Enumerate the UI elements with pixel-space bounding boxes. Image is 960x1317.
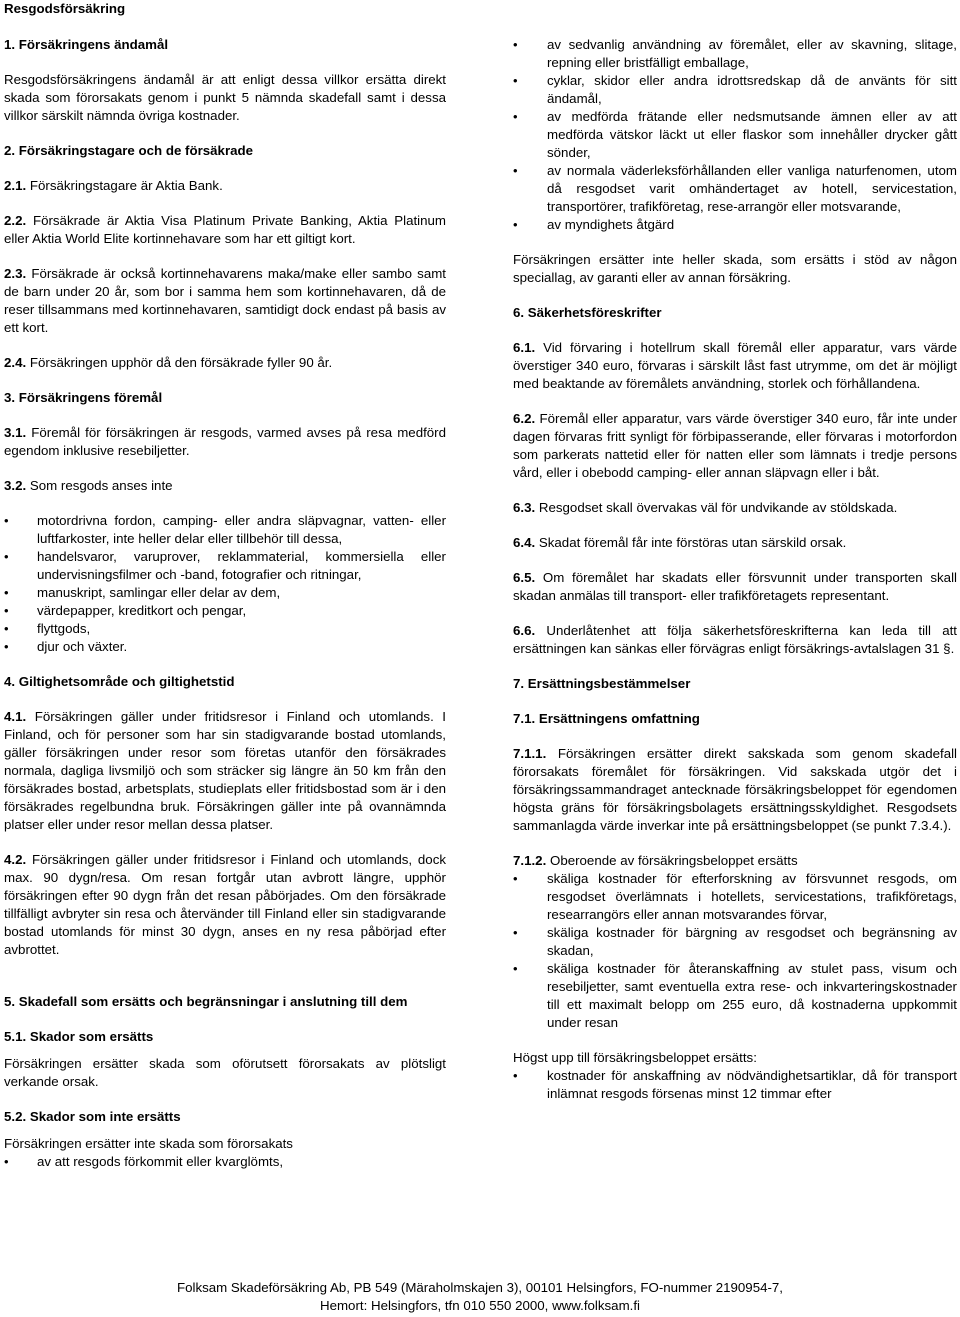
section-6-2-number: 6.2.	[513, 411, 536, 426]
section-6-5-number: 6.5.	[513, 570, 536, 585]
section-5-1-text: Försäkringen ersätter skada som oförutsett förorsakats av plötsligt verkande orsak.	[4, 1056, 446, 1089]
section-6-2	[513, 410, 957, 482]
list-item: • av medförda frätande eller nedsmutsande ämnen eller av att medförda vätskor läckt ut eller flaskor som innehåller drycker gått sönder,	[513, 108, 957, 162]
list-item: • av normala väderleksförhållanden eller vanliga naturfenomen, utom då resgodset varit omhändertaget av hotell, servicestation, transportörer, trafikföretag, rese-arrangör eller motsvarande,	[513, 162, 957, 216]
section-5-2-text: Försäkringen ersätter inte skada som förorsakats	[4, 1136, 293, 1151]
section-6-1-number: 6.1.	[513, 340, 536, 355]
section-7-1-1-text: Försäkringen ersätter direkt sakskada som genom skadefall förorsakats föremålet för försäkringen. Vid sakskada utgör det i försäkringssammandraget antecknade försäkringsbeloppet för egendomen högsta gräns för försäkringsbolagets ersättningsskyldighet. Resgodsets sammanlagda värde inverkar inte på ersättningsbeloppet (se punkt 7.3.4.).	[513, 746, 957, 833]
footer-line-2: Hemort: Helsingfors, tfn 010 550 2000, www.folksam.fi	[319, 1298, 640, 1313]
section-6-1-text: Vid förvaring i hotellrum skall föremål eller apparatur, vars värde överstiger 340 euro, förvaras i särskilt låst fast utrymme, om det är möjligt med beaktande av föremålets användning, storlek och förhållandena.	[513, 340, 957, 391]
section-6-6-text: Underlåtenhet att följa säkerhetsföreskrifterna kan leda till att ersättningen kan sänkas eller förvägras enligt försäkrings-avtalslagen 31 §.	[513, 623, 957, 656]
section-6-4-number: 6.4.	[513, 535, 536, 550]
section-4-2-number: 4.2.	[4, 852, 27, 867]
non-covered-list-continued	[513, 36, 957, 234]
list-item: • motordrivna fordon, camping- eller andra släpvagnar, vatten- eller luftfarkoster, inte heller delar eller tillbehör till dessa,	[4, 512, 446, 548]
section-6-3	[513, 499, 957, 517]
section-2-3-text: Försäkrade är också kortinnehavarens maka/make eller sambo samt de barn under 20 år, som bor i samma hem som kortinnehavaren, då de reser tillsammans med kortinnehavaren, samtidigt dock endast på basis av ett kort.	[4, 266, 446, 335]
section-3-1-number: 3.1.	[4, 425, 27, 440]
section-2-1-number: 2.1.	[4, 178, 27, 193]
section-5-1-heading: 5.1. Skador som ersätts	[4, 1029, 154, 1044]
section-4-2-text: Försäkringen gäller under fritidsresor i Finland och utomlands, dock max. 90 dygn/resa. Om resan fortgår utan avbrott längre, upphör försäkringen efter 90 dygn från det resan påbörjades. Om den försäkrade tillfälligt avbryter sin resa och återvänder till Finland eller sin stadigvarande bostad utomlands för minst 30 dygn, anses en ny resa påbörjad efter avbrottet.	[4, 852, 446, 957]
section-2-2	[4, 212, 446, 248]
section-7-1-1-number: 7.1.1.	[513, 746, 547, 761]
section-2-2-number: 2.2.	[4, 213, 27, 228]
left-column	[4, 36, 446, 1188]
section-2-3	[4, 265, 446, 337]
section-3-2-text: Som resgods anses inte	[26, 478, 173, 493]
section-6-3-text: Resgodset skall övervakas väl för undvikande av stöldskada.	[535, 500, 898, 515]
footer-line-1: Folksam Skadeförsäkring Ab, PB 549 (Märaholmskajen 3), 00101 Helsingfors, FO-nummer 2190954-7,	[176, 1280, 784, 1295]
document-title: Resgodsförsäkring	[4, 1, 126, 16]
section-6-5	[513, 569, 957, 605]
section-3-heading: 3. Försäkringens föremål	[4, 390, 163, 405]
section-2-3-number: 2.3.	[4, 266, 27, 281]
section-6-6-number: 6.6.	[513, 623, 536, 638]
list-item: • flyttgods,	[4, 620, 446, 638]
max-amount-list	[513, 1067, 957, 1103]
list-item: • handelsvaror, varuprover, reklammaterial, kommersiella eller undervisningsfilmer och -band, fotografier och ritningar,	[4, 548, 446, 584]
list-item: • skäliga kostnader för bärgning av resgodset och begränsning av skadan,	[513, 924, 957, 960]
section-6-6	[513, 622, 957, 658]
section-7-1-1	[513, 745, 957, 835]
section-6-2-text: Föremål eller apparatur, vars värde överstiger 340 euro, får inte under dagen förvaras fritt synligt för förbipasserande, eller förvaras i motorfordon som parkerats nattetid eller för natten eller som lämnats i tredje persons vård, eller i obebodd camping- eller annan släpvagn eller i båt.	[513, 411, 957, 480]
list-item: • skäliga kostnader för efterforskning av försvunnet resgods, om resgodset överlämnats i hotellets, servicestations, trafikföretags, researrangörs eller annan motsvarandes förvar,	[513, 870, 957, 924]
section-6-4-text: Skadat föremål får inte förstöras utan särskild orsak.	[535, 535, 847, 550]
list-item: • av sedvanlig användning av föremålet, eller av skavning, slitage, repning eller bristfälligt emballage,	[513, 36, 957, 72]
list-item: • cyklar, skidor eller andra idrottsredskap då de använts för sitt ändamål,	[513, 72, 957, 108]
reimbursed-costs-list	[513, 870, 957, 1032]
section-4-heading: 4. Giltighetsområde och giltighetstid	[4, 674, 235, 689]
section-2-4-text: Försäkringen upphör då den försäkrade fyller 90 år.	[26, 355, 333, 370]
section-2-4-number: 2.4.	[4, 355, 27, 370]
section-7-1-2	[513, 852, 957, 870]
section-6-3-number: 6.3.	[513, 500, 536, 515]
list-item: • kostnader för anskaffning av nödvändighetsartiklar, då för transport inlämnat resgods försenas minst 12 timmar efter	[513, 1067, 957, 1103]
excluded-items-list	[4, 512, 446, 656]
section-4-1-number: 4.1.	[4, 709, 27, 724]
section-6-heading: 6. Säkerhetsföreskrifter	[513, 305, 662, 320]
section-3-1-text: Föremål för försäkringen är resgods, varmed avses på resa medförd egendom inklusive resebiljetter.	[4, 425, 446, 458]
footer	[0, 1279, 960, 1315]
section-1-heading: 1. Försäkringens ändamål	[4, 37, 169, 52]
section-3-2	[4, 477, 446, 495]
list-item: • manuskript, samlingar eller delar av dem,	[4, 584, 446, 602]
section-2-2-text: Försäkrade är Aktia Visa Platinum Private Banking, Aktia Platinum eller Aktia World Elite kortinnehavare som har ett giltigt kort.	[4, 213, 446, 246]
section-1-text: Resgodsförsäkringens ändamål är att enligt dessa villkor ersätta direkt skada som förorsakats genom i punkt 5 nämnda skadefall samt i dessa villkor särskilt nämnda övriga kostnader.	[4, 72, 446, 123]
section-5-heading: 5. Skadefall som ersätts och begränsningar i anslutning till dem	[4, 994, 408, 1009]
max-amount-text: Högst upp till försäkringsbeloppet ersätts:	[513, 1050, 757, 1065]
list-item: • värdepapper, kreditkort och pengar,	[4, 602, 446, 620]
section-2-heading: 2. Försäkringstagare och de försäkrade	[4, 143, 254, 158]
section-2-1-text: Försäkringstagare är Aktia Bank.	[26, 178, 223, 193]
list-item: • skäliga kostnader för återanskaffning av stulet pass, visum och resebiljetter, samt eventuella extra rese- och inkvarteringskostnader till ett maximalt belopp om 255 euro, då kostnaderna uppkommit under resan	[513, 960, 957, 1032]
list-item: • av att resgods förkommit eller kvarglömts,	[4, 1153, 446, 1171]
section-3-1	[4, 424, 446, 460]
section-2-1	[4, 177, 446, 195]
section-5-2-after: Försäkringen ersätter inte heller skada, som ersätts i stöd av någon speciallag, av garanti eller av annan försäkring.	[513, 252, 957, 285]
section-2-4	[4, 354, 446, 372]
section-7-1-2-text: Oberoende av försäkringsbeloppet ersätts	[546, 853, 798, 868]
section-4-1	[4, 708, 446, 834]
right-column	[513, 36, 957, 1120]
section-6-1	[513, 339, 957, 393]
section-4-1-text: Försäkringen gäller under fritidsresor i Finland och utomlands. I Finland, och för personer som har sin stadigvarande bostad utomlands, gäller försäkringen under resor som företas utanför den försäkrades normala, dagliga livsmiljö och som sträcker sig längre än 50 km från den försäkrades bostad, arbetsplats, studieplats eller fritidsbostad som är i den försäkrades regelbundna bruk. Försäkringen gäller inte på ovannämnda platser eller under resor mellan dessa platser.	[4, 709, 446, 832]
section-7-1-heading: 7.1. Ersättningens omfattning	[513, 711, 700, 726]
section-4-2	[4, 851, 446, 959]
list-item: • djur och växter.	[4, 638, 446, 656]
section-7-heading: 7. Ersättningsbestämmelser	[513, 676, 691, 691]
section-5-2-heading: 5.2. Skador som inte ersätts	[4, 1109, 181, 1124]
section-3-2-number: 3.2.	[4, 478, 27, 493]
section-6-4	[513, 534, 957, 552]
list-item: • av myndighets åtgärd	[513, 216, 957, 234]
section-7-1-2-number: 7.1.2.	[513, 853, 547, 868]
section-6-5-text: Om föremålet har skadats eller försvunnit under transporten skall skadan anmälas till transport- eller trafikföretagets representant.	[513, 570, 957, 603]
non-covered-list	[4, 1153, 446, 1171]
